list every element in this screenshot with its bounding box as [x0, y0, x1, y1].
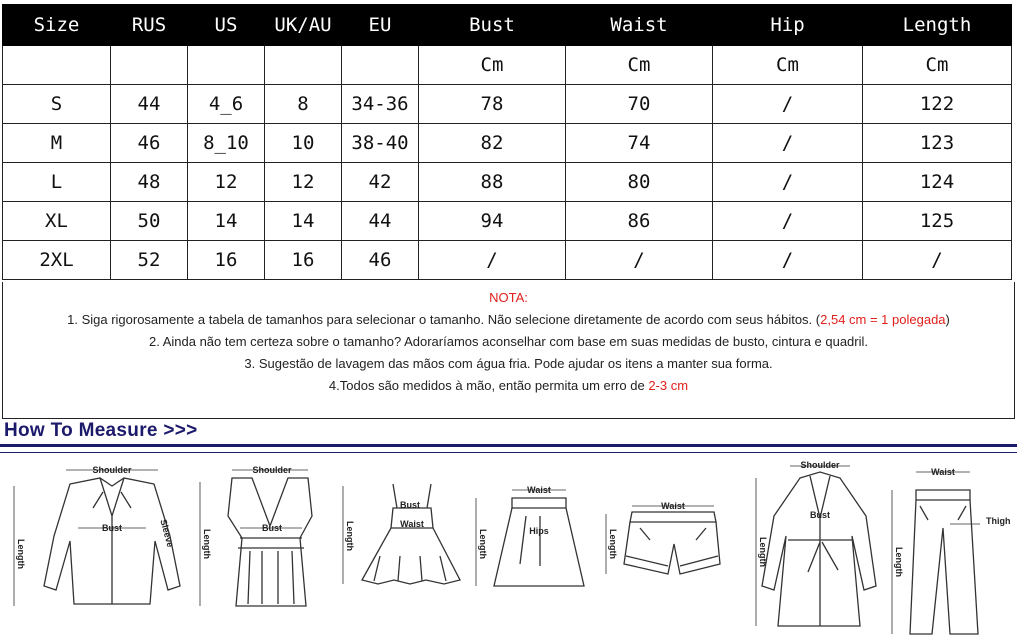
- table-row-cell: 82: [419, 124, 566, 163]
- skirt-diagram: [494, 498, 584, 586]
- table-row-cell: 94: [419, 202, 566, 241]
- label-length-2: Length: [202, 529, 212, 559]
- table-row-cell: 52: [111, 241, 188, 280]
- table-row-cell: 70: [566, 85, 713, 124]
- units-row-cell: [265, 46, 342, 85]
- label-waist-7: Waist: [931, 467, 955, 477]
- table-row: [3, 124, 1012, 163]
- table-row-cell: 38-40: [342, 124, 419, 163]
- units-row-cell: [3, 46, 111, 85]
- header-row-cell: UK/AU: [265, 5, 342, 46]
- divider-bottom: [0, 452, 1017, 453]
- table-row: [3, 163, 1012, 202]
- units-row-cell: Cm: [713, 46, 863, 85]
- table-row-cell: 16: [188, 241, 265, 280]
- table-row-cell: 16: [265, 241, 342, 280]
- header-row-cell: Length: [863, 5, 1012, 46]
- table-row-cell: 10: [265, 124, 342, 163]
- units-row-cell: [188, 46, 265, 85]
- table-row-cell: 12: [265, 163, 342, 202]
- units-row: [3, 46, 1012, 85]
- table-row-cell: 123: [863, 124, 1012, 163]
- units-row-cell: [111, 46, 188, 85]
- table-row-cell: /: [713, 241, 863, 280]
- units-row-cell: Cm: [566, 46, 713, 85]
- table-row-cell: /: [419, 241, 566, 280]
- table-row-cell: 74: [566, 124, 713, 163]
- coat-diagram: [762, 472, 876, 626]
- label-waist-3: Waist: [400, 519, 424, 529]
- table-row-cell: XL: [3, 202, 111, 241]
- label-bust-3: Bust: [400, 500, 420, 510]
- label-hips-4: Hips: [529, 526, 549, 536]
- table-row-cell: 88: [419, 163, 566, 202]
- header-row-cell: Waist: [566, 5, 713, 46]
- label-waist-5: Waist: [661, 501, 685, 511]
- measurement-diagrams: [0, 456, 1017, 639]
- note-2: 2. Ainda não tem certeza sobre o tamanho? Adoraríamos aconselhar com base em suas medidas de busto, cintura e quadril.: [148, 334, 869, 349]
- table-row-cell: 42: [342, 163, 419, 202]
- table-row-cell: 50: [111, 202, 188, 241]
- table-row-cell: 46: [111, 124, 188, 163]
- table-row-cell: /: [713, 202, 863, 241]
- label-sleeve-1: Sleeve: [158, 518, 176, 549]
- size-chart-table: [2, 4, 1012, 280]
- header-row-cell: EU: [342, 5, 419, 46]
- label-length-7: Length: [894, 547, 904, 577]
- table-row-cell: 8: [265, 85, 342, 124]
- label-length-3: Length: [345, 521, 355, 551]
- label-bust-2: Bust: [262, 523, 282, 533]
- label-bust-6: Bust: [810, 510, 830, 520]
- how-to-measure-heading: How To Measure >>>: [4, 420, 198, 441]
- note-3: 3. Sugestão de lavagem das mãos com água fria. Pode ajudar os itens a manter sua forma.: [244, 356, 773, 371]
- label-thigh-7: Thigh: [986, 516, 1011, 526]
- table-row-cell: 2XL: [3, 241, 111, 280]
- shorts-diagram: [624, 512, 720, 574]
- table-row: [3, 85, 1012, 124]
- table-row-cell: 14: [188, 202, 265, 241]
- table-row-cell: S: [3, 85, 111, 124]
- table-row-cell: 78: [419, 85, 566, 124]
- table-row-cell: 48: [111, 163, 188, 202]
- table-row-cell: /: [713, 85, 863, 124]
- table-row-cell: 12: [188, 163, 265, 202]
- tank-top-diagram: [228, 478, 312, 606]
- table-row-cell: 46: [342, 241, 419, 280]
- header-row: [3, 5, 1012, 46]
- table-row-cell: /: [713, 124, 863, 163]
- label-shoulder-2: Shoulder: [252, 465, 292, 475]
- units-row-cell: Cm: [863, 46, 1012, 85]
- table-row-cell: /: [713, 163, 863, 202]
- header-row-cell: Size: [3, 5, 111, 46]
- header-row-cell: RUS: [111, 5, 188, 46]
- trousers-diagram: [910, 490, 978, 634]
- notes-box: [2, 282, 1015, 419]
- table-row-cell: 86: [566, 202, 713, 241]
- table-row-cell: M: [3, 124, 111, 163]
- table-row-cell: 44: [342, 202, 419, 241]
- label-bust-1: Bust: [102, 523, 122, 533]
- table-row-cell: 4_6: [188, 85, 265, 124]
- table-row-cell: 80: [566, 163, 713, 202]
- label-shoulder-6: Shoulder: [800, 460, 840, 470]
- table-row-cell: 34-36: [342, 85, 419, 124]
- label-shoulder-1: Shoulder: [92, 465, 132, 475]
- label-length-6: Length: [758, 537, 768, 567]
- notes-title: NOTA:: [489, 290, 528, 305]
- label-length-4: Length: [478, 529, 488, 559]
- units-row-cell: [342, 46, 419, 85]
- table-row-cell: 124: [863, 163, 1012, 202]
- table-row-cell: 44: [111, 85, 188, 124]
- table-row: [3, 202, 1012, 241]
- note-4: 4.Todos são medidos à mão, então permita um erro de 2-3 cm: [328, 378, 689, 393]
- label-length-1: Length: [16, 539, 26, 569]
- header-row-cell: Hip: [713, 5, 863, 46]
- note-1: 1. Siga rigorosamente a tabela de tamanhos para selecionar o tamanho. Não selecione diretamente de acordo com seus hábitos. (2,54 cm = 1 polegada): [67, 312, 950, 327]
- table-row-cell: 122: [863, 85, 1012, 124]
- table-row-cell: L: [3, 163, 111, 202]
- table-row-cell: 125: [863, 202, 1012, 241]
- table-row: [3, 241, 1012, 280]
- dress-diagram: [362, 484, 460, 584]
- table-row-cell: /: [566, 241, 713, 280]
- table-row-cell: 8_10: [188, 124, 265, 163]
- divider-top: [0, 444, 1017, 447]
- blouse-diagram: [44, 478, 180, 604]
- label-waist-4: Waist: [527, 485, 551, 495]
- table-row-cell: 14: [265, 202, 342, 241]
- header-row-cell: Bust: [419, 5, 566, 46]
- units-row-cell: Cm: [419, 46, 566, 85]
- label-length-5: Length: [608, 529, 618, 559]
- header-row-cell: US: [188, 5, 265, 46]
- table-row-cell: /: [863, 241, 1012, 280]
